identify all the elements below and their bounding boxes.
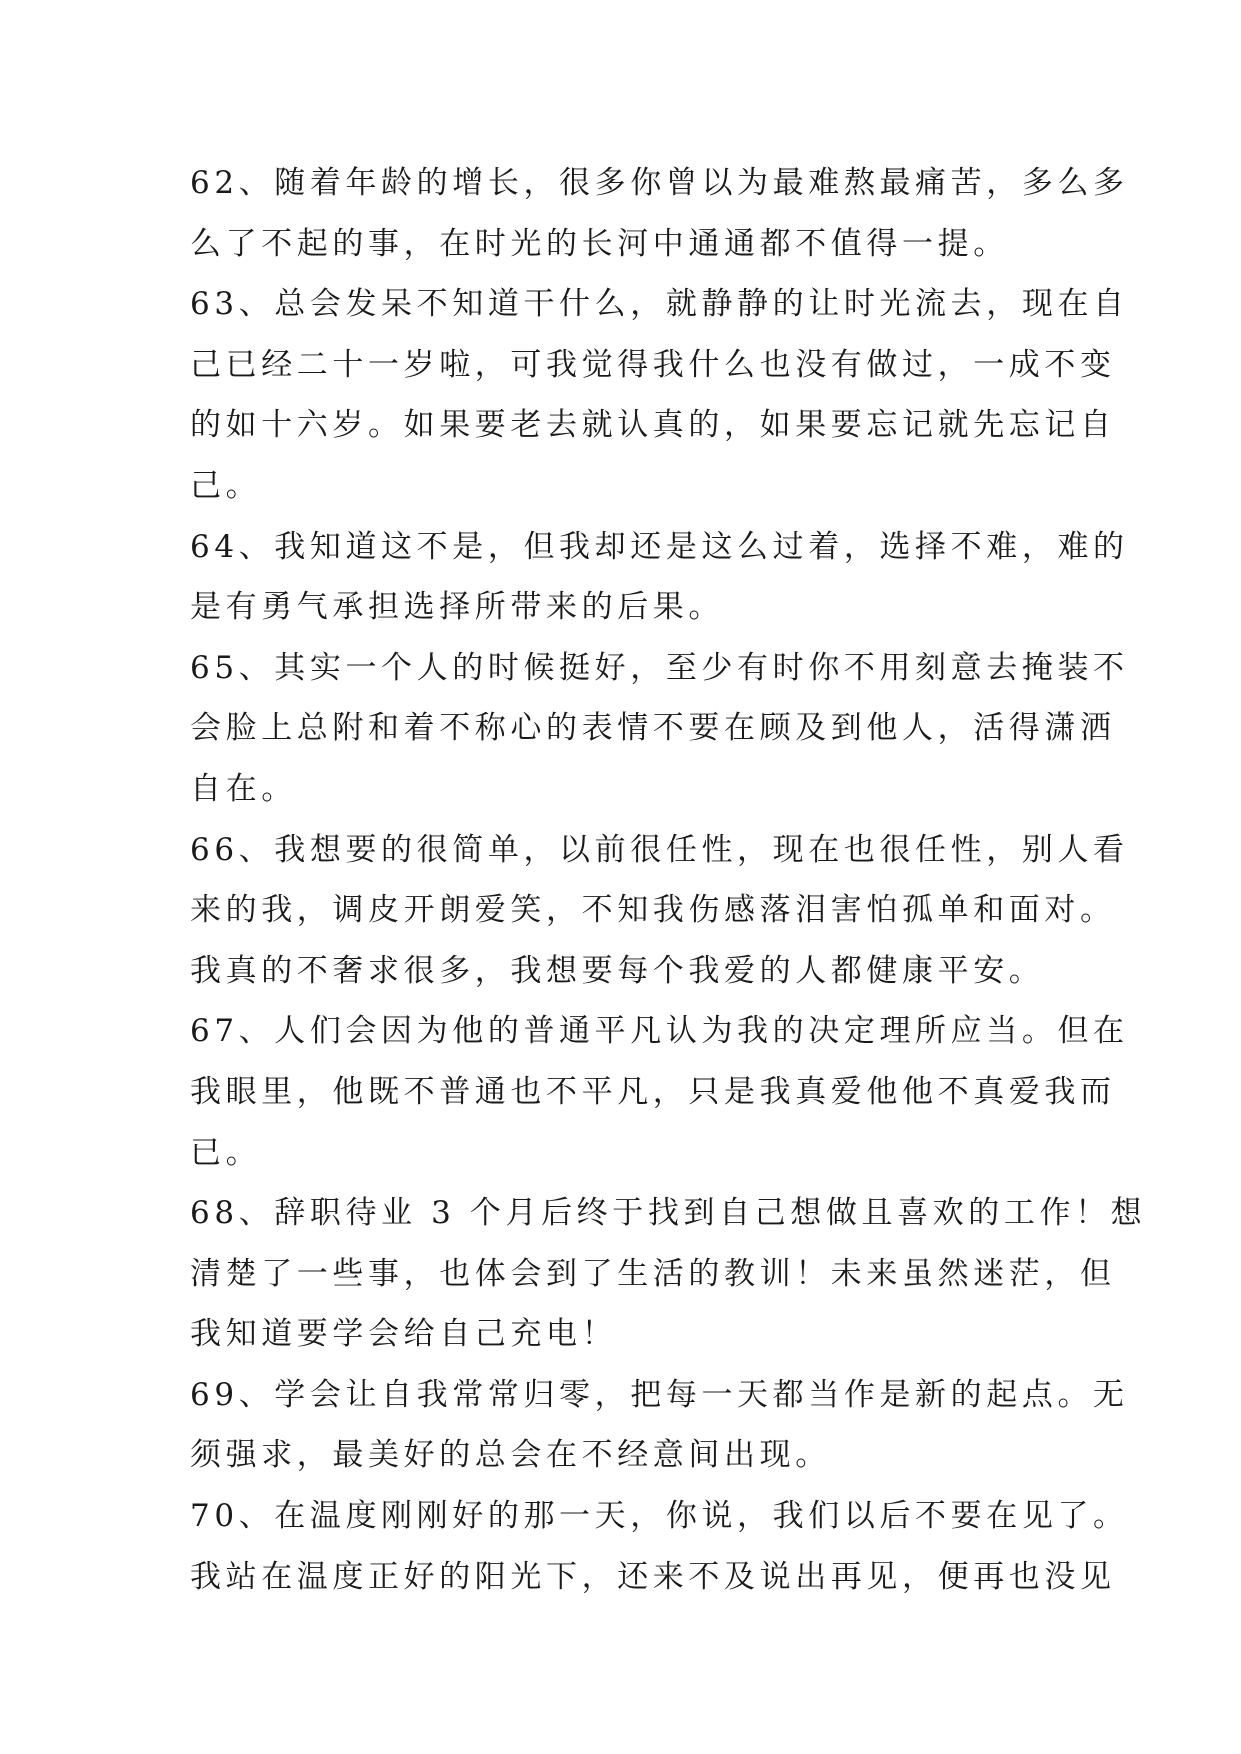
text-line: 66、我想要的很简单，以前很任性，现在也很任性，别人看 <box>190 831 1129 868</box>
text-line: 须强求，最美好的总会在不经意间出现。 <box>190 1437 831 1474</box>
text-line: 70、在温度刚刚好的那一天，你说，我们以后不要在见了。 <box>190 1498 1129 1535</box>
text-line: 63、总会发呆不知道干什么，就静静的让时光流去，现在自 <box>190 286 1129 323</box>
text-line: 67、人们会因为他的普通平凡认为我的决定理所应当。但在 <box>190 1013 1129 1050</box>
text-line: 的如十六岁。如果要老去就认真的，如果要忘记就先忘记自 <box>190 407 1116 444</box>
text-line: 我站在温度正好的阳光下，还来不及说出再见，便再也没见 <box>190 1558 1116 1595</box>
text-line: 我真的不奢求很多，我想要每个我爱的人都健康平安。 <box>190 952 1045 989</box>
text-line: 会脸上总附和着不称心的表情不要在顾及到他人，活得潇洒 <box>190 710 1116 747</box>
text-line: 68、辞职待业 3 个月后终于找到自己想做且喜欢的工作！想 <box>190 1195 1147 1232</box>
text-line: 64、我知道这不是，但我却还是这么过着，选择不难，难的 <box>190 528 1129 565</box>
text-line: 62、随着年龄的增长，很多你曾以为最难熬最痛苦，多么多 <box>190 165 1129 201</box>
text-line: 69、学会让自我常常归零，把每一天都当作是新的起点。无 <box>190 1376 1129 1413</box>
text-line: 我知道要学会给自己充电！ <box>190 1316 618 1353</box>
text-line: 来的我，调皮开朗爱笑，不知我伤感落泪害怕孤单和面对。 <box>190 892 1116 929</box>
text-line: 己已经二十一岁啦，可我觉得我什么也没有做过，一成不变 <box>190 346 1116 383</box>
text-line: 清楚了一些事，也体会到了生活的教训！未来虽然迷茫，但 <box>190 1255 1116 1292</box>
text-line: 是有勇气承担选择所带来的后果。 <box>190 589 724 626</box>
text-line: 我眼里，他既不普通也不平凡，只是我真爱他他不真爱我而 <box>190 1073 1116 1110</box>
text-line: 已。 <box>190 1134 262 1171</box>
document-body <box>190 153 1147 1607</box>
text-line: 65、其实一个人的时候挺好，至少有时你不用刻意去掩装不 <box>190 649 1129 686</box>
text-line: 么了不起的事，在时光的长河中通通都不值得一提。 <box>190 225 1009 262</box>
text-line: 己。 <box>190 467 262 504</box>
text-line: 自在。 <box>190 770 297 807</box>
